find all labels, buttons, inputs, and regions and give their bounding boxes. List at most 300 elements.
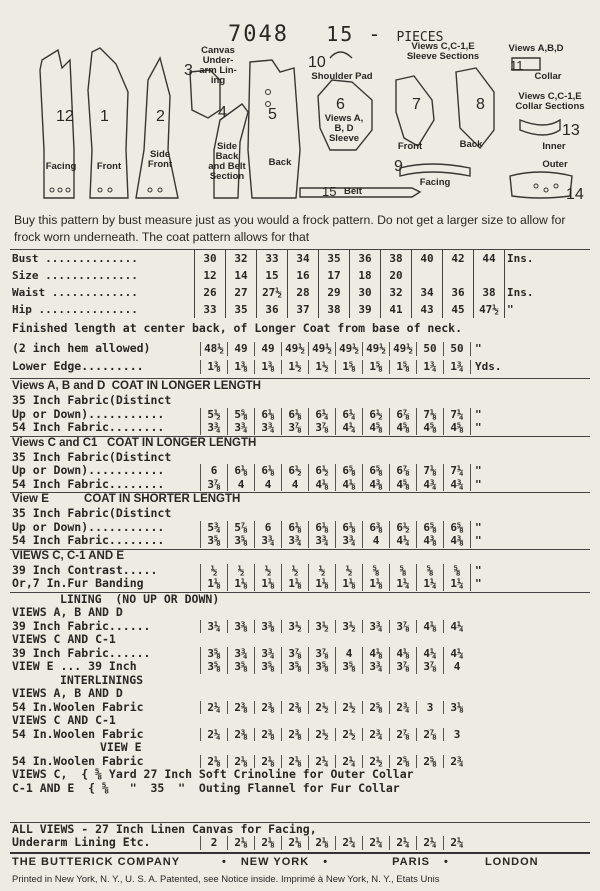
footer-row: THE BUTTERICK COMPANY • NEW YORK • PARIS • LONDON xyxy=(12,856,539,868)
piece-label: Facing xyxy=(45,161,77,172)
value-row xyxy=(200,620,470,634)
cell: 43 xyxy=(412,301,443,318)
section-line: VIEWS C AND C-1 xyxy=(12,713,116,727)
value-cell: 3⅞ xyxy=(416,660,443,674)
piece-number: 5 xyxy=(268,106,277,123)
value-cell: 4 xyxy=(362,534,389,548)
section-line: 54 Inch Fabric........ xyxy=(12,533,165,547)
value-cell: 2⅛ xyxy=(308,836,335,850)
value-cell: 6⅜ xyxy=(362,521,389,535)
value-cell: 6⅞ xyxy=(389,464,416,478)
row-label: Size .............. xyxy=(12,269,138,282)
value-cell: 3¼ xyxy=(200,620,227,634)
value-cell: 2¼ xyxy=(335,755,362,769)
section-line: Up or Down)........... xyxy=(12,406,165,421)
value-cell: 1⅛ xyxy=(200,577,227,591)
value-cell: 3½ xyxy=(281,620,308,634)
value-cell: 1¾ xyxy=(416,360,443,374)
value-cell: 2½ xyxy=(308,701,335,715)
cell: 16 xyxy=(288,267,319,284)
city-new-york: NEW YORK xyxy=(240,856,310,868)
value-cell: 6⅛ xyxy=(281,408,308,422)
value-cell: 3⅞ xyxy=(308,647,335,661)
value-cell: 3⅞ xyxy=(389,620,416,634)
value-row xyxy=(200,464,515,478)
unit xyxy=(505,267,544,284)
value-cell: 7⅛ xyxy=(416,464,443,478)
value-cell: 2⅝ xyxy=(389,755,416,769)
section-line: 54 In.Woolen Fabric xyxy=(12,726,144,741)
value-cell: 4¼ xyxy=(416,647,443,661)
section-line: 54 Inch Fabric........ xyxy=(12,476,165,491)
value-cell: 50 xyxy=(443,342,470,356)
value-cell: 1¾ xyxy=(443,360,470,374)
cell: 18 xyxy=(350,267,381,284)
table-row xyxy=(10,267,543,284)
value-cell: 3⅝ xyxy=(281,660,308,674)
value-cell: 4⅛ xyxy=(335,478,362,492)
value-cell: 1⅜ xyxy=(254,360,281,374)
value-cell: 3¾ xyxy=(281,534,308,548)
value-cell: 49½ xyxy=(335,342,362,356)
section-line: 35 Inch Fabric(Distinct xyxy=(12,449,172,464)
value-cell: 1½ xyxy=(281,360,308,374)
value-cell: 2½ xyxy=(308,728,335,742)
value-cell: 3¾ xyxy=(254,421,281,435)
value-cell: 3⅝ xyxy=(227,534,254,548)
value-group xyxy=(200,728,470,742)
cell: 38 xyxy=(319,301,350,318)
piece-number: 15 xyxy=(322,184,337,199)
value-cell: 49 xyxy=(254,342,281,356)
value-cell: 2¼ xyxy=(200,728,227,742)
value-group xyxy=(200,408,515,422)
value-cell: 2⅝ xyxy=(416,755,443,769)
value-cell: 6⅝ xyxy=(362,464,389,478)
piece-label: Front xyxy=(397,141,423,152)
value-cell: 3⅝ xyxy=(308,660,335,674)
cell: 34 xyxy=(412,284,443,301)
section-line: 35 Inch Fabric(Distinct xyxy=(12,506,172,520)
value-cell: 4⅝ xyxy=(389,421,416,435)
value-cell: 1⅝ xyxy=(389,360,416,374)
value-cell: 2⅛ xyxy=(281,836,308,850)
value-cell: 6½ xyxy=(362,408,389,422)
piece-number: 12 xyxy=(56,108,74,125)
section-line: VIEWS C AND C-1 xyxy=(12,632,116,646)
value-cell: 6⅛ xyxy=(281,521,308,535)
piece-8-outline xyxy=(456,68,494,148)
cell: 36 xyxy=(350,250,381,267)
cell: 30 xyxy=(195,250,226,267)
printed-notice: Printed in New York, N. Y., U. S. A. Patented, see Notice inside. Imprimé à New York, N. Y., Etats Unis xyxy=(12,874,440,885)
lower-edge-label: Lower Edge......... xyxy=(12,359,144,373)
cell: 12 xyxy=(195,267,226,284)
value-cell: 3½ xyxy=(335,620,362,634)
value-cell: 6½ xyxy=(389,521,416,535)
value-cell: 2⅛ xyxy=(227,755,254,769)
section-line: Or,7 In.Fur Banding xyxy=(12,576,144,590)
value-row xyxy=(200,534,515,548)
value-cell: 4⅛ xyxy=(389,647,416,661)
value-cell: 1⅛ xyxy=(281,577,308,591)
value-group xyxy=(200,534,515,548)
cell: 39 xyxy=(350,301,381,318)
value-cell: 2⅛ xyxy=(281,755,308,769)
value-cell: 6⅝ xyxy=(335,464,362,478)
finished-row-label: (2 inch hem allowed) xyxy=(12,341,151,355)
piece-number: 8 xyxy=(476,96,485,113)
value-cell: 2¼ xyxy=(443,836,470,850)
value-group xyxy=(200,564,515,578)
value-row xyxy=(200,342,515,356)
unit: " xyxy=(470,521,515,535)
all-views-line1: ALL VIEWS - 27 Inch Linen Canvas for Facing, xyxy=(12,822,317,836)
value-cell: 2 xyxy=(200,836,227,850)
piece-label: Side Front xyxy=(147,149,173,170)
value-cell: 2¾ xyxy=(389,701,416,715)
value-cell: 2⅝ xyxy=(362,701,389,715)
unit: " xyxy=(470,421,515,435)
cell: 34 xyxy=(288,250,319,267)
value-cell: ⅝ xyxy=(389,564,416,578)
value-cell: 4¼ xyxy=(443,620,470,634)
cell: 35 xyxy=(319,250,350,267)
value-cell: 1⅛ xyxy=(308,577,335,591)
value-cell: 4 xyxy=(281,478,308,492)
value-row xyxy=(200,360,515,374)
piece-9-outline xyxy=(400,164,470,176)
value-cell: 3⅞ xyxy=(200,478,227,492)
value-cell: 50 xyxy=(416,342,443,356)
pattern-number: 7048 xyxy=(228,22,289,47)
cell: 42 xyxy=(443,250,474,267)
value-cell: 4⅝ xyxy=(416,421,443,435)
finished-caption: Finished length at center back, of Longer Coat from base of neck. xyxy=(12,321,463,335)
piece-label: Inner xyxy=(542,141,566,152)
value-cell: 49 xyxy=(227,342,254,356)
cell: 32 xyxy=(226,250,257,267)
piece-number: 10 xyxy=(308,54,326,71)
value-row xyxy=(200,421,515,435)
intro-text: Buy this pattern by bust measure just as you would a frock pattern. Do not get a larger size to allow for frock worn underneath. The coat pattern allows for that xyxy=(14,213,566,244)
value-cell: 6¼ xyxy=(335,408,362,422)
value-row xyxy=(200,647,470,661)
value-cell: 6⅞ xyxy=(389,408,416,422)
section-line: View E COAT IN SHORTER LENGTH xyxy=(12,493,241,505)
value-cell: 5¾ xyxy=(200,521,227,535)
value-cell: 2⅛ xyxy=(200,755,227,769)
cell: 36 xyxy=(257,301,288,318)
piece-number: 7 xyxy=(412,96,421,113)
value-cell: 4 xyxy=(254,478,281,492)
piece-label: Views A, B, D Sleeve xyxy=(324,113,364,144)
cell: 33 xyxy=(195,301,226,318)
cell: 47½ xyxy=(474,301,505,318)
value-group xyxy=(200,478,515,492)
value-cell: 6⅛ xyxy=(254,408,281,422)
cell: 30 xyxy=(350,284,381,301)
section-line: LINING (NO UP OR DOWN) xyxy=(60,591,220,606)
value-cell: 3⅞ xyxy=(389,660,416,674)
value-row xyxy=(200,564,515,578)
piece-label: Front xyxy=(96,161,122,172)
value-cell: ½ xyxy=(200,564,227,578)
cell: 29 xyxy=(319,284,350,301)
section-line: Views C and C1 COAT IN LONGER LENGTH xyxy=(12,436,257,449)
value-cell: 6 xyxy=(200,464,227,478)
value-cell: 4⅛ xyxy=(308,478,335,492)
value-cell: 1⅝ xyxy=(335,360,362,374)
value-cell: 4¼ xyxy=(335,421,362,435)
value-cell: ½ xyxy=(227,564,254,578)
value-cell: 2½ xyxy=(362,755,389,769)
cell: 36 xyxy=(443,284,474,301)
piece-label: Facing xyxy=(419,177,451,188)
value-cell: 3½ xyxy=(308,620,335,634)
piece-label: Back xyxy=(268,157,292,168)
unit: " xyxy=(470,408,515,422)
section-line: 35 Inch Fabric(Distinct xyxy=(12,393,172,407)
piece-5-outline xyxy=(248,60,300,198)
value-cell: 2½ xyxy=(335,728,362,742)
cell: 26 xyxy=(195,284,226,301)
piece-number: 6 xyxy=(336,96,345,113)
value-cell: 6⅝ xyxy=(416,521,443,535)
cell: 20 xyxy=(381,267,412,284)
value-cell: 3⅞ xyxy=(281,421,308,435)
piece-label: Shoulder Pad xyxy=(311,71,373,82)
value-cell: 2¼ xyxy=(335,836,362,850)
value-cell: 6⅛ xyxy=(335,521,362,535)
piece-number: 4 xyxy=(218,104,227,121)
unit: " xyxy=(470,478,515,492)
value-cell: ½ xyxy=(308,564,335,578)
value-cell: 4¼ xyxy=(443,647,470,661)
caption-sleeve-sections: Views C,C-1,E Sleeve Sections xyxy=(406,41,480,62)
value-cell: ⅝ xyxy=(362,564,389,578)
value-cell: 4 xyxy=(443,660,470,674)
row-label: Bust .............. xyxy=(12,252,138,265)
value-cell: 3¾ xyxy=(254,534,281,548)
value-cell: 6¼ xyxy=(308,408,335,422)
piece-number: 1 xyxy=(100,108,109,125)
value-cell: 3⅜ xyxy=(227,620,254,634)
value-cell: 2½ xyxy=(335,701,362,715)
divider xyxy=(10,378,590,379)
value-cell: 3¾ xyxy=(308,534,335,548)
value-cell: 2⅜ xyxy=(281,701,308,715)
value-cell: 3¾ xyxy=(254,647,281,661)
cell: 37 xyxy=(288,301,319,318)
value-cell: ½ xyxy=(254,564,281,578)
value-cell: ½ xyxy=(335,564,362,578)
value-cell: ⅝ xyxy=(416,564,443,578)
value-group xyxy=(200,620,470,634)
value-cell: 4¾ xyxy=(416,478,443,492)
value-cell: 4¾ xyxy=(443,478,470,492)
value-cell: 3⅝ xyxy=(335,660,362,674)
value-cell: 4⅝ xyxy=(362,421,389,435)
measurement-table xyxy=(10,250,543,318)
value-cell: ⅝ xyxy=(443,564,470,578)
piece-number: 11 xyxy=(510,58,524,73)
cell: 32 xyxy=(381,284,412,301)
section-line: 54 Inch Fabric........ xyxy=(12,420,165,434)
caption-collar-sections: Views C,C-1,E Collar Sections xyxy=(515,91,585,112)
value-cell: 2⅞ xyxy=(389,728,416,742)
city-london: LONDON xyxy=(484,856,539,868)
value-cell: 3 xyxy=(443,728,470,742)
pieces-count: 15 xyxy=(326,22,355,46)
row-label: Hip ............... xyxy=(12,303,138,316)
divider xyxy=(10,852,590,854)
value-group xyxy=(200,521,515,535)
value-group xyxy=(200,701,470,715)
cell xyxy=(474,267,505,284)
value-cell: 4⅛ xyxy=(362,647,389,661)
value-cell: 1¼ xyxy=(416,577,443,591)
unit: " xyxy=(470,342,515,356)
piece-label: Collar xyxy=(534,71,562,82)
piece-number: 14 xyxy=(566,186,584,203)
value-cell: 5⅝ xyxy=(227,408,254,422)
value-group xyxy=(200,755,470,769)
value-cell: 2¾ xyxy=(362,728,389,742)
section-line: VIEWS C, { ⅝ Yard 27 Inch Soft Crinoline for Outer Collar xyxy=(12,767,414,781)
value-cell: 4 xyxy=(335,647,362,661)
piece-number: 2 xyxy=(156,108,165,125)
value-cell: 49½ xyxy=(362,342,389,356)
value-cell: 49½ xyxy=(281,342,308,356)
value-cell: 2⅜ xyxy=(281,728,308,742)
value-cell: 1⅛ xyxy=(362,577,389,591)
piece-label: Back xyxy=(459,139,483,150)
row-label: Waist ............. xyxy=(12,286,138,299)
section-line: VIEW E ... 39 Inch xyxy=(12,659,137,673)
unit: Yds. xyxy=(470,360,515,374)
value-row xyxy=(200,577,515,591)
section-line: Views A, B and D COAT IN LONGER LENGTH xyxy=(12,380,261,392)
value-cell: 4¼ xyxy=(389,534,416,548)
company-name: THE BUTTERICK COMPANY xyxy=(12,856,180,868)
value-cell: 48½ xyxy=(200,342,227,356)
value-cell: 1¼ xyxy=(389,577,416,591)
value-cell: 1⅜ xyxy=(200,360,227,374)
value-cell: 2⅞ xyxy=(416,728,443,742)
value-cell: 2¼ xyxy=(308,755,335,769)
value-cell: 2⅜ xyxy=(227,728,254,742)
piece-2-outline xyxy=(136,58,178,198)
unit: " xyxy=(470,577,515,591)
pattern-header: 7048 15 - PIECES xyxy=(228,22,444,47)
value-cell: 2⅛ xyxy=(227,836,254,850)
value-cell: 1½ xyxy=(308,360,335,374)
value-cell: 2¼ xyxy=(416,836,443,850)
value-cell: 6½ xyxy=(308,464,335,478)
value-cell: 3⅝ xyxy=(200,647,227,661)
cell xyxy=(412,267,443,284)
cell: 28 xyxy=(288,284,319,301)
section-line: VIEWS A, B AND D xyxy=(12,686,123,700)
value-group xyxy=(200,577,515,591)
piece-number: 3 xyxy=(184,62,193,79)
value-cell: 3⅝ xyxy=(200,534,227,548)
cell: 27 xyxy=(226,284,257,301)
cell: 14 xyxy=(226,267,257,284)
value-cell: 3⅞ xyxy=(308,421,335,435)
value-cell: 2¼ xyxy=(362,836,389,850)
unit: " xyxy=(470,564,515,578)
value-cell: 6⅛ xyxy=(254,464,281,478)
value-cell: 3¾ xyxy=(200,421,227,435)
value-cell: 3¾ xyxy=(227,647,254,661)
value-cell: 1¼ xyxy=(443,577,470,591)
value-cell: 4⅛ xyxy=(416,620,443,634)
value-cell: 3¾ xyxy=(227,421,254,435)
piece-number: 13 xyxy=(562,122,580,139)
value-cell: ½ xyxy=(281,564,308,578)
cell: 44 xyxy=(474,250,505,267)
cell: 40 xyxy=(412,250,443,267)
section-line: 39 Inch Fabric...... xyxy=(12,618,151,633)
value-group xyxy=(200,421,515,435)
value-cell: 3¾ xyxy=(362,620,389,634)
value-row xyxy=(200,408,515,422)
section-line: VIEW E xyxy=(100,740,142,754)
value-cell: 4⅜ xyxy=(416,534,443,548)
cell: 15 xyxy=(257,267,288,284)
value-cell: 5½ xyxy=(200,408,227,422)
value-cell: 6 xyxy=(254,521,281,535)
section-line: 39 Inch Contrast..... xyxy=(12,562,158,577)
cell: 17 xyxy=(319,267,350,284)
piece-14-outline xyxy=(510,172,572,198)
value-group xyxy=(200,464,515,478)
value-cell: 2⅛ xyxy=(254,755,281,769)
value-cell: 3 xyxy=(416,701,443,715)
unit: " xyxy=(470,464,515,478)
value-row xyxy=(200,701,470,715)
piece-10-outline xyxy=(330,52,352,58)
piece-label: Outer xyxy=(542,159,568,170)
caption-collar-abd: Views A,B,D xyxy=(508,43,564,54)
value-cell: 2¾ xyxy=(443,755,470,769)
section-line: 54 In.Woolen Fabric xyxy=(12,699,144,714)
value-cell: 3¾ xyxy=(362,660,389,674)
value-cell: 4⅝ xyxy=(389,478,416,492)
cell: 38 xyxy=(474,284,505,301)
city-paris: PARIS xyxy=(392,856,430,868)
value-cell: 4⅜ xyxy=(443,534,470,548)
section-line: INTERLININGS xyxy=(60,672,144,687)
value-cell: 2¼ xyxy=(389,836,416,850)
value-cell: 3⅜ xyxy=(254,620,281,634)
value-cell: 49½ xyxy=(308,342,335,356)
value-row xyxy=(200,478,515,492)
value-cell: 3⅝ xyxy=(200,660,227,674)
value-cell: 3⅝ xyxy=(254,660,281,674)
value-cell: 3⅛ xyxy=(443,701,470,715)
value-cell: 4 xyxy=(227,478,254,492)
piece-label: Belt xyxy=(344,186,362,197)
pieces-label: PIECES xyxy=(396,30,444,45)
piece-label: Side Back and Belt Section xyxy=(208,141,246,182)
section-line: Up or Down)........... xyxy=(12,463,165,477)
cell: 27½ xyxy=(257,284,288,301)
value-cell: 6½ xyxy=(281,464,308,478)
piece-label: Canvas Under-arm Lin-ing xyxy=(199,45,237,86)
